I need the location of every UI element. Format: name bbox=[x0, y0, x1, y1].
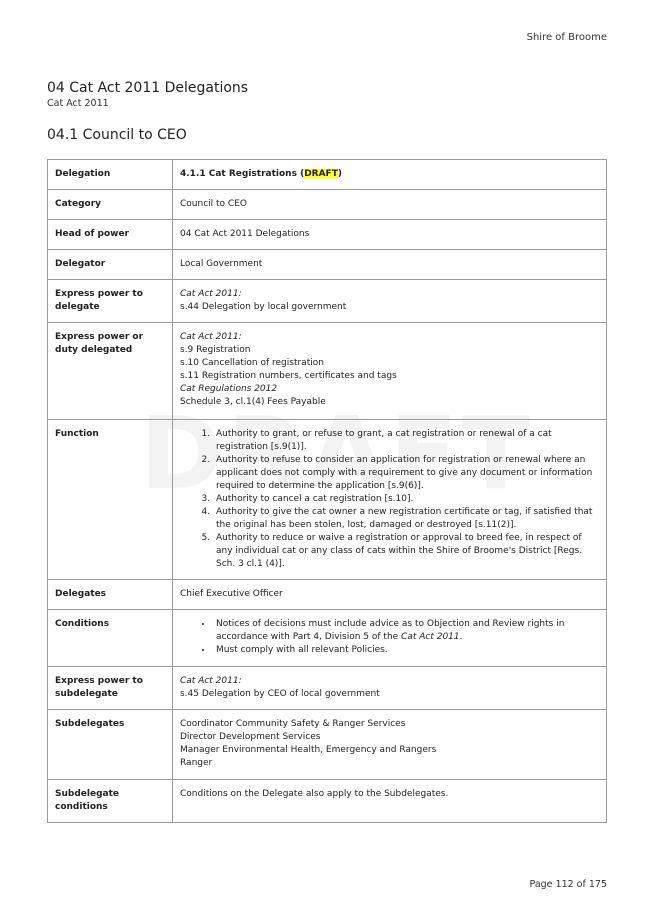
text-line: s.44 Delegation by local government bbox=[180, 302, 347, 312]
text-line: Cat Act 2011: bbox=[180, 332, 242, 342]
row-label: Express power to subdelegate bbox=[48, 667, 173, 710]
list-item: 2. Authority to refuse to consider an application for registration or renewal where an applicant does not comply with a requirement to give any document or information required to determine the application [s.9(6)]. bbox=[213, 454, 599, 493]
row-label: Express power to delegate bbox=[48, 280, 173, 323]
delegates-value: Chief Executive Officer bbox=[173, 580, 607, 610]
row-label: Function bbox=[48, 420, 173, 580]
conditions-list bbox=[213, 618, 599, 657]
text-line: Cat Act 2011: bbox=[180, 289, 242, 299]
head-of-power-value: 04 Cat Act 2011 Delegations bbox=[173, 220, 607, 250]
express-power-delegate-value bbox=[173, 280, 607, 323]
table-row-subdelegates bbox=[48, 710, 607, 780]
table-row-subdelegate-conditions bbox=[48, 780, 607, 823]
row-label: Subdelegate conditions bbox=[48, 780, 173, 823]
table-row-express-power-subdelegate bbox=[48, 667, 607, 710]
list-item: • Must comply with all relevant Policies. bbox=[213, 644, 599, 657]
draft-highlight: DRAFT bbox=[304, 169, 338, 179]
list-item bbox=[213, 618, 599, 644]
condition-text: Notices of decisions must include advice as to Objection and Review rights in accordance with Part 4, Division 5 of the bbox=[216, 619, 565, 642]
text-line: Cat Regulations 2012 bbox=[180, 384, 278, 394]
table-row-function bbox=[48, 420, 607, 580]
list-item: 5. Authority to reduce or waive a registration or approval to breed fee, in respect of any individual cat or any class of cats within the Shire of Broome's District [Regs. Sch. 3 cl.1 (4)]. bbox=[213, 532, 599, 571]
text-line: Coordinator Community Safety & Ranger Services bbox=[180, 719, 406, 729]
list-item: 1. Authority to grant, or refuse to grant, a cat registration or renewal of a cat registration [s.9(1)]. bbox=[213, 428, 599, 454]
text-line: s.45 Delegation by CEO of local government bbox=[180, 689, 380, 699]
list-item: 4. Authority to give the cat owner a new registration certificate or tag, if satisfied that the original has been stolen, lost, damaged or destroyed [s.11(2)]. bbox=[213, 506, 599, 532]
row-label: Delegator bbox=[48, 250, 173, 280]
subdelegate-conditions-value: Conditions on the Delegate also apply to the Subdelegates. bbox=[173, 780, 607, 823]
row-label: Subdelegates bbox=[48, 710, 173, 780]
subdelegates-value bbox=[173, 710, 607, 780]
text-line: Ranger bbox=[180, 758, 213, 768]
list-item: 3. Authority to cancel a cat registration [s.10]. bbox=[213, 493, 599, 506]
section-title: 04.1 Council to CEO bbox=[47, 127, 187, 143]
delegator-value: Local Government bbox=[173, 250, 607, 280]
table-row-express-power-delegate bbox=[48, 280, 607, 323]
category-value: Council to CEO bbox=[173, 190, 607, 220]
table-row-category bbox=[48, 190, 607, 220]
table-row-conditions bbox=[48, 610, 607, 667]
row-label: Category bbox=[48, 190, 173, 220]
condition-act-name: Cat Act 2011 bbox=[401, 632, 460, 642]
text-line: Director Development Services bbox=[180, 732, 321, 742]
row-label: Head of power bbox=[48, 220, 173, 250]
table-row-head-of-power bbox=[48, 220, 607, 250]
delegation-title-suffix: ) bbox=[337, 169, 342, 179]
delegation-title-prefix: 4.1.1 Cat Registrations ( bbox=[180, 169, 305, 179]
text-line: Schedule 3, cl.1(4) Fees Payable bbox=[180, 397, 326, 407]
table-row-delegates bbox=[48, 580, 607, 610]
row-label: Conditions bbox=[48, 610, 173, 667]
table-row-delegator bbox=[48, 250, 607, 280]
express-power-subdelegate-value bbox=[173, 667, 607, 710]
table-row-express-power-duty bbox=[48, 323, 607, 420]
text-line: s.9 Registration bbox=[180, 345, 251, 355]
document-title: 04 Cat Act 2011 Delegations bbox=[47, 80, 249, 96]
conditions-value bbox=[173, 610, 607, 667]
row-label: Delegation bbox=[48, 160, 173, 190]
text-line: s.10 Cancellation of registration bbox=[180, 358, 324, 368]
function-list bbox=[213, 428, 599, 571]
table-row-delegation bbox=[48, 160, 607, 190]
condition-text-end: . bbox=[459, 632, 463, 642]
function-value bbox=[173, 420, 607, 580]
header-organization: Shire of Broome bbox=[526, 32, 607, 43]
delegation-table bbox=[47, 159, 607, 823]
page-number: Page 112 of 175 bbox=[529, 879, 607, 890]
text-line: Manager Environmental Health, Emergency and Rangers bbox=[180, 745, 437, 755]
row-label: Express power or duty delegated bbox=[48, 323, 173, 420]
text-line: Cat Act 2011: bbox=[180, 676, 242, 686]
row-label: Delegates bbox=[48, 580, 173, 610]
document-subtitle: Cat Act 2011 bbox=[47, 98, 109, 109]
delegation-title bbox=[173, 160, 607, 190]
text-line: s.11 Registration numbers, certificates and tags bbox=[180, 371, 397, 381]
express-power-duty-value bbox=[173, 323, 607, 420]
